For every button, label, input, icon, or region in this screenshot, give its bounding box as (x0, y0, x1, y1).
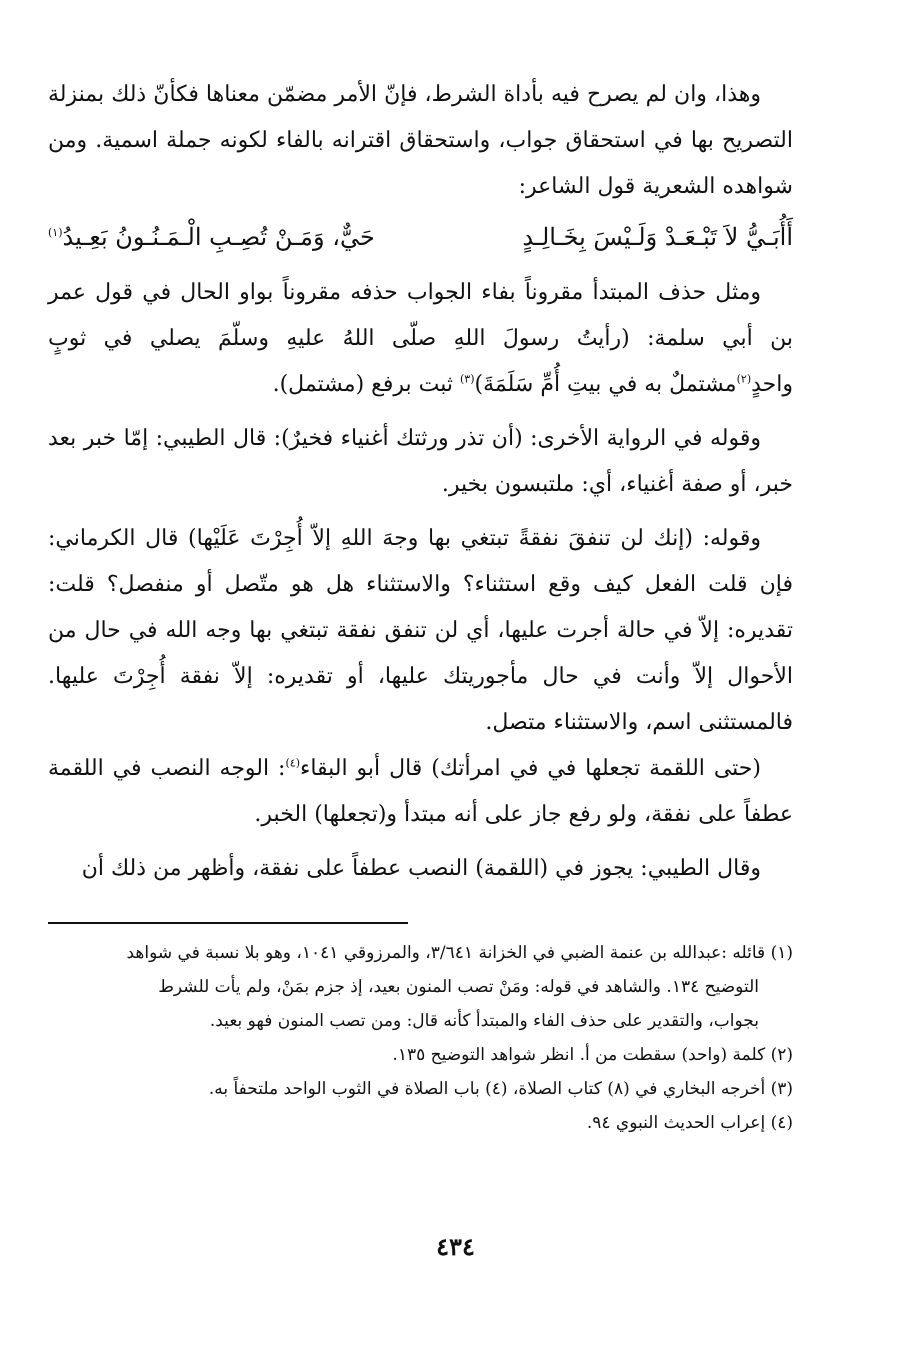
paragraph-1: وهذا، وان لم يصرح فيه بأداة الشرط، فإنّ الأمر مضمّن معناها فكأنّ ذلك بمنزلة التصريح بها في استحقاق جواب، واستحقاق اقترانه بالفاء لكونه جملة اسمية. ومن شواهده الشعرية قول الشاعر: (48, 82, 793, 199)
poetry-verse (48, 212, 793, 262)
paragraph-5-part-b: : الوجه النصب في اللقمة عطفاً على نفقة، ولو رفع جاز على أنه مبتدأ و(تجعلها) الخبر. (48, 756, 793, 827)
footnote-marker-4: (٤) (285, 756, 300, 770)
footnote-marker-2: (٢) (736, 372, 752, 386)
footnote-2: (٢) كلمة (واحد) سقطت من أ. انظر شواهد التوضيح ١٣٥. (392, 1045, 793, 1065)
footnote-marker-3: (٣) (460, 372, 475, 386)
footnote-4: (٤) إعراب الحديث النبوي ٩٤. (586, 1113, 793, 1133)
verse-second-hemistich (48, 212, 375, 262)
main-text (48, 72, 793, 892)
footnotes (48, 936, 793, 1140)
verse-first-hemistich (522, 212, 793, 262)
paragraph-2-part-c: ثبت برفع (مشتمل). (272, 372, 460, 397)
paragraph-2-part-b: مشتملٌ به في بيتِ أُمِّ سَلَمَةَ) (474, 372, 737, 397)
footnote-separator (48, 922, 408, 924)
paragraph-2 (48, 270, 793, 408)
verse-second-text: حَيٌّ، وَمَـنْ تُصِـبِ الْـمَـنُـونُ بَعِـيدُ (62, 223, 375, 251)
page-number: ٤٣٤ (436, 1232, 475, 1261)
paragraph-5 (48, 746, 793, 838)
paragraph-6: وقال الطيبي: يجوز في (اللقمة) النصب عطفاً على نفقة، وأظهر من ذلك أن (81, 856, 761, 881)
verse-first-text: أَأُبَـيُّ لاَ تَبْـعَـدْ وَلَـيْسَ بِخَـالِـدٍ (522, 223, 793, 251)
footnote-1-line-3: بجواب، والتقدير على حذف الفاء والمبتدأ كأنه قال: ومن تصب المنون فهو بعيد. (209, 1011, 759, 1031)
footnote-3: (٣) أخرجه البخاري في (٨) كتاب الصلاة، (٤) باب الصلاة في الثوب الواحد ملتحفاً به. (208, 1079, 793, 1099)
paragraph-2-part-a: ومثل حذف المبتدأ مقروناً بفاء الجواب حذفه مقروناً بواو الحال في قول عمر بن أبي سلمة: (رأيتُ رسولَ اللهِ صلّى اللهُ عليهِ وسلّمَ يصلي في ثوبٍ واحدٍ (48, 280, 793, 397)
paragraph-4: وقوله: (إنك لن تنفقَ نفقةً تبتغي بها وجهَ اللهِ إلاّ أُجِرْتَ عَلَيْها) قال الكرماني: فإن قلت الفعل كيف وقع استثناء؟ والاستثناء هل هو متّصل أو منفصل؟ قلت: تقديره: إلاّ في حالة أجرت عليها، أي لن تنفق نفقة تبتغي بها وجه الله في حال من الأحوال إلاّ وأنت في حال مأجوريتك عليها، أو تقديره: إلاّ نفقة أُجِرْتَ عليها. فالمستثنى اسم، والاستثناء متصل. (48, 526, 793, 735)
footnote-1-line-2: التوضيح ١٣٤. والشاهد في قوله: ومَنْ تصب المنون بعيد، إذ جزم بمَنْ، ولم يأت للشرط (158, 977, 759, 997)
paragraph-3: وقوله في الرواية الأخرى: (أن تذر ورثتك أغنياء فخيرٌ): قال الطيبي: إمّا خبر بعد خبر، أو صفة أغنياء، أي: ملتبسون بخير. (48, 426, 793, 497)
paragraph-5-part-a: (حتى اللقمة تجعلها في في امرأتك) قال أبو البقاء (299, 756, 761, 781)
footnote-1-line-1: (١) قائله :عبدالله بن عنمة الضبي في الخزانة ٣/٦٤١، والمرزوقي ١٠٤١، وهو بلا نسبة في شواهد (126, 943, 793, 963)
footnote-marker-1: (١) (48, 226, 63, 239)
